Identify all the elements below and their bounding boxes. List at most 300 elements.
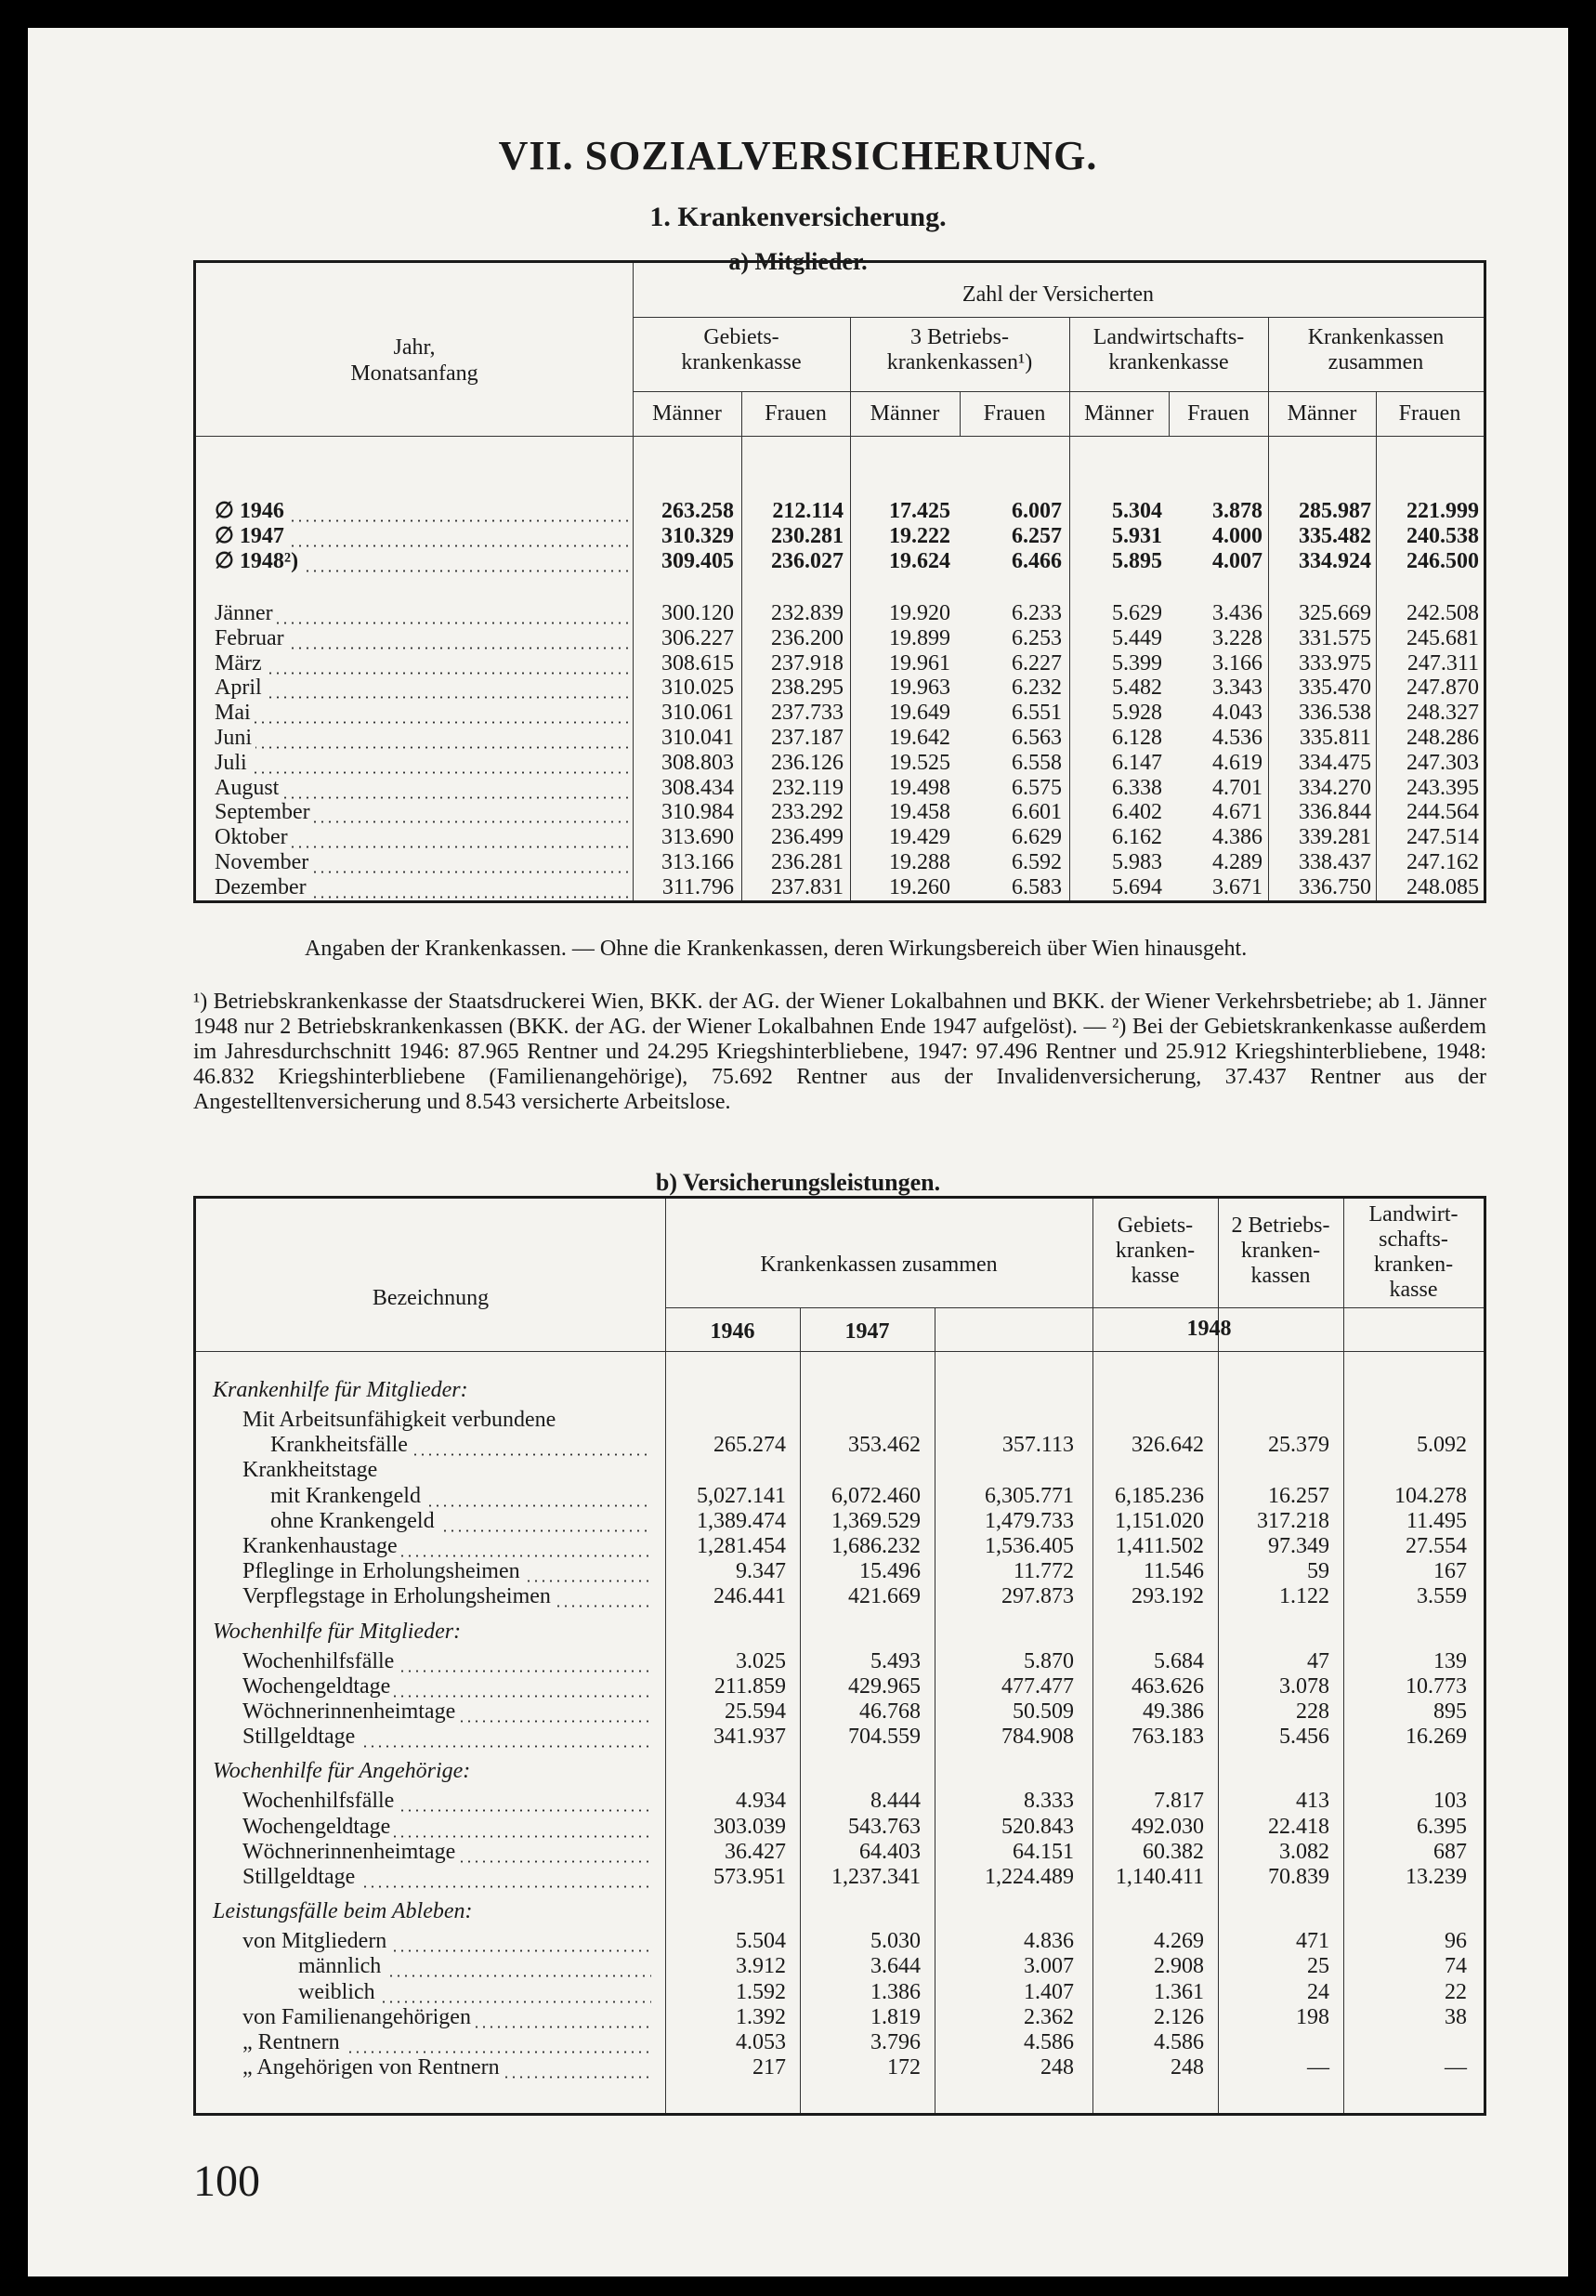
group-2-l2: krankenkassen¹)	[886, 350, 1033, 374]
value-cell: 6.232	[1012, 676, 1062, 701]
table-row	[196, 1509, 1484, 1534]
value-cell: 236.281	[771, 850, 844, 874]
table-row	[196, 601, 1484, 626]
value-cell: 232.839	[771, 601, 844, 625]
value-cell: 331.575	[1299, 625, 1371, 650]
value-cell: 6.551	[1012, 701, 1062, 726]
table-row	[196, 2055, 1484, 2080]
value-cell: 49.386	[1143, 1699, 1204, 1724]
group-4-l1: Krankenkassen	[1307, 325, 1445, 349]
chapter-title: VII. SOZIALVERSICHERUNG.	[498, 133, 1098, 178]
value-cell: 1,411.502	[1115, 1534, 1204, 1558]
value-cell: 236.126	[771, 750, 844, 775]
table-row	[196, 1584, 1484, 1609]
value-cell: 6.007	[1012, 499, 1062, 523]
value-cell: 11.772	[1013, 1559, 1074, 1584]
value-cell: 335.470	[1299, 676, 1371, 701]
row-label: April	[215, 676, 628, 701]
value-cell: 763.183	[1132, 1725, 1204, 1750]
row-label: November	[215, 850, 628, 875]
value-cell: 4.619	[1212, 750, 1262, 775]
table-b-title: b) Versicherungsleistungen.	[655, 1169, 941, 1196]
value-cell: 5.092	[1417, 1433, 1467, 1458]
value-cell: 19.498	[889, 775, 950, 800]
col-gebiets-3: kasse	[1131, 1264, 1180, 1288]
table-members	[193, 260, 1486, 903]
value-cell: 1,686.232	[831, 1534, 921, 1558]
value-cell: 15.496	[859, 1559, 921, 1584]
value-cell: 2.908	[1154, 1954, 1204, 1979]
value-cell: 309.405	[661, 549, 734, 573]
col-group-zusammen: Krankenkassen zusammen	[760, 1253, 998, 1277]
row-label: September	[215, 800, 628, 825]
group-header: Zahl der Versicherten	[962, 282, 1155, 307]
value-cell: 265.274	[713, 1433, 786, 1458]
value-cell: 221.999	[1406, 499, 1479, 523]
table-row	[196, 1433, 1484, 1458]
value-cell: 19.458	[889, 800, 950, 825]
value-cell: 17.425	[889, 499, 950, 523]
row-label: Februar	[215, 626, 628, 651]
value-cell: 7.817	[1154, 1789, 1204, 1814]
value-cell: 96	[1445, 1929, 1467, 1954]
table-row	[196, 1865, 1484, 1890]
value-cell: 704.559	[848, 1725, 921, 1750]
row-label: „ Angehörigen von Rentnern	[242, 2055, 651, 2080]
value-cell: 3.007	[1024, 1954, 1074, 1979]
value-cell: 232.119	[771, 775, 844, 800]
row-label: Mai	[215, 701, 628, 726]
table-row	[196, 825, 1484, 850]
table-row	[196, 1534, 1484, 1559]
value-cell: 4.836	[1024, 1929, 1074, 1954]
value-cell: 74	[1445, 1954, 1467, 1979]
year-1947: 1947	[844, 1319, 890, 1344]
section-title: Wochenhilfe für Angehörige:	[213, 1759, 471, 1784]
value-cell: 5,027.141	[697, 1483, 786, 1508]
value-cell: 1.122	[1279, 1584, 1329, 1609]
row-label: Oktober	[215, 825, 628, 850]
footnotes: ¹) Betriebskrankenkasse der Staatsdruckerei Wien, BKK. der AG. der Wiener Lokalbahnen und BKK. der Wiener Verkehrsbetriebe; ab 1. Jänner 1948 nur 2 Betriebskrankenkassen (BKK. der AG. der Wiener Lokalbahnen Ende 1947 aufgelöst). — ²) Bei der Gebietskrankenkasse außerdem im Jahresdurchschnitt 1946: 87.965 Rentner und 24.295 Kriegshinterbliebene, 1947: 97.496 Rentner und 25.912 Kriegshinterbliebene, 1948: 46.832 Kriegshinterbliebene (Familienangehörige), 75.692 Rentner aus der Invalidenversicherung, 37.437 Rentner aus der Angestelltenversicherung und 8.543 versicherte Arbeitslose.	[193, 990, 1486, 1114]
value-cell: 236.499	[771, 825, 844, 850]
value-cell: 313.166	[661, 850, 734, 874]
value-cell: 233.292	[771, 800, 844, 825]
table-row	[196, 751, 1484, 776]
row-label: „ Rentnern	[242, 2030, 651, 2055]
value-cell: 6.601	[1012, 800, 1062, 825]
col-landw-4: kasse	[1389, 1278, 1438, 1302]
value-cell: 5.895	[1112, 549, 1162, 573]
group-3-l2: krankenkasse	[1108, 350, 1229, 374]
value-cell: 19.429	[889, 825, 950, 850]
value-cell: 5.456	[1279, 1725, 1329, 1750]
value-cell: 1,369.529	[831, 1508, 921, 1533]
value-cell: 5.493	[870, 1648, 921, 1673]
value-cell: 4.671	[1212, 800, 1262, 825]
value-cell: 4.289	[1212, 850, 1262, 874]
value-cell: 3.228	[1212, 625, 1262, 650]
value-cell: 11.546	[1143, 1559, 1204, 1584]
value-cell: 6.558	[1012, 750, 1062, 775]
value-cell: 247.303	[1406, 750, 1479, 775]
value-cell: 4.934	[736, 1789, 786, 1814]
value-cell: 50.509	[1013, 1699, 1074, 1724]
value-cell: 3.436	[1212, 601, 1262, 625]
row-label: Juni	[215, 726, 628, 751]
table-row	[196, 875, 1484, 900]
table-row	[196, 1408, 1484, 1433]
value-cell: 25.594	[725, 1699, 786, 1724]
row-label: mit Krankengeld	[270, 1484, 651, 1509]
value-cell: 6.338	[1112, 775, 1162, 800]
value-cell: 238.295	[771, 676, 844, 701]
value-cell: 895	[1433, 1699, 1467, 1724]
value-cell: 47	[1307, 1648, 1329, 1673]
value-cell: 6.563	[1012, 726, 1062, 750]
group-2-l1: 3 Betriebs-	[910, 325, 1009, 349]
row-label: Wochengeldtage	[242, 1674, 651, 1699]
value-cell: 1.819	[870, 2004, 921, 2029]
table-row	[196, 1840, 1484, 1865]
value-cell: 6.162	[1112, 825, 1162, 850]
value-cell: 19.260	[889, 874, 950, 899]
value-cell: 333.975	[1299, 650, 1371, 676]
table-row	[196, 524, 1484, 549]
value-cell: 3.025	[736, 1648, 786, 1673]
value-cell: 310.041	[661, 726, 734, 750]
value-cell: 310.061	[661, 701, 734, 726]
value-cell: 237.918	[771, 650, 844, 676]
table-row	[196, 1789, 1484, 1814]
value-cell: 308.803	[661, 750, 734, 775]
women-header: Frauen	[1187, 401, 1249, 426]
value-cell: 313.690	[661, 825, 734, 850]
value-cell: 5.928	[1112, 701, 1162, 726]
value-cell: 6.629	[1012, 825, 1062, 850]
value-cell: 429.965	[848, 1673, 921, 1699]
value-cell: 38	[1445, 2004, 1467, 2029]
value-cell: 46.768	[859, 1699, 921, 1724]
col-month-label: Monatsanfang	[350, 361, 478, 386]
value-cell: 1.407	[1024, 1979, 1074, 2004]
value-cell: 463.626	[1132, 1673, 1204, 1699]
value-cell: 6.575	[1012, 775, 1062, 800]
value-cell: 338.437	[1299, 850, 1371, 874]
value-cell: 64.151	[1013, 1839, 1074, 1864]
men-header: Männer	[1287, 401, 1357, 426]
value-cell: 13.239	[1406, 1865, 1467, 1889]
value-cell: 16.257	[1268, 1483, 1329, 1508]
value-cell: 22	[1445, 1979, 1467, 2004]
table-row	[196, 1954, 1484, 1979]
group-3-l1: Landwirtschafts-	[1092, 325, 1245, 349]
year-1948: 1948	[1186, 1317, 1232, 1341]
value-cell: 246.500	[1406, 549, 1479, 573]
value-cell: 339.281	[1299, 825, 1371, 850]
value-cell: 5.684	[1154, 1648, 1204, 1673]
men-header: Männer	[870, 401, 940, 426]
col-gebiets-2: kranken-	[1115, 1239, 1196, 1263]
value-cell: 19.649	[889, 701, 950, 726]
row-label: von Mitgliedern	[242, 1929, 651, 1954]
value-cell: 492.030	[1132, 1814, 1204, 1839]
table-row	[196, 549, 1484, 574]
value-cell: 3.796	[870, 2030, 921, 2054]
value-cell: 6.128	[1112, 726, 1162, 750]
row-label: Pfleglinge in Erholungsheimen	[242, 1559, 651, 1584]
section-title: Wochenhilfe für Mitglieder:	[213, 1619, 462, 1644]
value-cell: 308.615	[661, 650, 734, 676]
table-row	[196, 651, 1484, 676]
value-cell: 293.192	[1132, 1584, 1204, 1609]
value-cell: 4.586	[1154, 2030, 1204, 2054]
value-cell: 248.085	[1406, 874, 1479, 899]
value-cell: 22.418	[1268, 1814, 1329, 1839]
value-cell: 5.870	[1024, 1648, 1074, 1673]
women-header: Frauen	[983, 401, 1046, 426]
value-cell: 334.475	[1299, 750, 1371, 775]
table-row	[196, 2030, 1484, 2055]
value-cell: 10.773	[1406, 1673, 1467, 1699]
value-cell: 4.053	[736, 2030, 786, 2054]
value-cell: 3.082	[1279, 1839, 1329, 1864]
row-label: Wöchnerinnenheimtage	[242, 1699, 651, 1725]
value-cell: 336.750	[1299, 874, 1371, 899]
table-row	[196, 726, 1484, 751]
value-cell: 217	[752, 2055, 786, 2080]
value-cell: 353.462	[848, 1433, 921, 1458]
row-label: Wöchnerinnenheimtage	[242, 1840, 651, 1865]
row-label: Stillgeldtage	[242, 1725, 651, 1750]
value-cell: 3.671	[1212, 874, 1262, 899]
value-cell: 1,151.020	[1115, 1508, 1204, 1533]
value-cell: 335.482	[1299, 524, 1371, 548]
value-cell: 6,072.460	[831, 1483, 921, 1508]
men-header: Männer	[1084, 401, 1154, 426]
value-cell: 308.434	[661, 775, 734, 800]
table-row	[196, 676, 1484, 701]
value-cell: 5.694	[1112, 874, 1162, 899]
value-cell: 297.873	[1001, 1584, 1074, 1609]
value-cell: 19.963	[889, 676, 950, 701]
col-landw-2: schafts-	[1379, 1227, 1448, 1252]
value-cell: 60.382	[1143, 1839, 1204, 1864]
value-cell: 19.222	[889, 524, 950, 548]
value-cell: 5.449	[1112, 625, 1162, 650]
value-cell: 19.899	[889, 625, 950, 650]
row-label: Wochengeldtage	[242, 1815, 651, 1840]
value-cell: 784.908	[1001, 1725, 1074, 1750]
value-cell: 245.681	[1406, 625, 1479, 650]
value-cell: 19.525	[889, 750, 950, 775]
row-label: männlich	[298, 1954, 651, 1979]
value-cell: 19.961	[889, 650, 950, 676]
value-cell: 306.227	[661, 625, 734, 650]
row-label: ∅ 1947	[215, 524, 628, 549]
row-label: weiblich	[298, 1980, 651, 2005]
col-bezeichnung: Bezeichnung	[372, 1286, 490, 1310]
value-cell: 5.629	[1112, 601, 1162, 625]
value-cell: 244.564	[1406, 800, 1479, 825]
value-cell: 19.624	[889, 549, 950, 573]
value-cell: 2.126	[1154, 2004, 1204, 2029]
value-cell: 36.427	[725, 1839, 786, 1864]
value-cell: 104.278	[1394, 1483, 1467, 1508]
value-cell: 248.286	[1406, 726, 1479, 750]
value-cell: 6,305.771	[985, 1483, 1074, 1508]
table-benefits	[193, 1196, 1486, 2116]
value-cell: 4.701	[1212, 775, 1262, 800]
value-cell: 25	[1307, 1954, 1329, 1979]
section-title: 1. Krankenversicherung.	[649, 202, 947, 232]
row-label: Verpflegstage in Erholungsheimen	[242, 1584, 651, 1609]
value-cell: 237.733	[771, 701, 844, 726]
value-cell: 3.343	[1212, 676, 1262, 701]
value-cell: 236.027	[771, 549, 844, 573]
row-label: von Familienangehörigen	[242, 2005, 651, 2030]
value-cell: 243.395	[1406, 775, 1479, 800]
value-cell: 64.403	[859, 1839, 921, 1864]
value-cell: 5.304	[1112, 499, 1162, 523]
row-label: Dezember	[215, 875, 628, 900]
value-cell: 357.113	[1001, 1433, 1074, 1458]
value-cell: 247.311	[1406, 650, 1479, 676]
value-cell: —	[1307, 2055, 1329, 2080]
group-1-l2: krankenkasse	[681, 350, 802, 374]
value-cell: 247.514	[1406, 825, 1479, 850]
row-label: Krankenhaustage	[242, 1534, 651, 1559]
value-cell: 4.586	[1024, 2030, 1074, 2054]
value-cell: 8.333	[1024, 1789, 1074, 1814]
table-row	[196, 499, 1484, 524]
value-cell: 4.536	[1212, 726, 1262, 750]
value-cell: 6.147	[1112, 750, 1162, 775]
value-cell: 325.669	[1299, 601, 1371, 625]
value-cell: 1.592	[736, 1979, 786, 2004]
value-cell: 4.000	[1212, 524, 1262, 548]
men-header: Männer	[652, 401, 722, 426]
value-cell: 413	[1296, 1789, 1329, 1814]
section-title: Krankenhilfe für Mitglieder:	[213, 1378, 468, 1402]
value-cell: 211.859	[713, 1673, 786, 1699]
table-row	[196, 2005, 1484, 2030]
value-cell: 9.347	[736, 1559, 786, 1584]
value-cell: 19.642	[889, 726, 950, 750]
value-cell: 6.583	[1012, 874, 1062, 899]
value-cell: 5.399	[1112, 650, 1162, 676]
row-label: März	[215, 651, 628, 676]
value-cell: 477.477	[1001, 1673, 1074, 1699]
value-cell: —	[1445, 2055, 1467, 2080]
group-4-l2: zusammen	[1328, 350, 1424, 374]
value-cell: 236.200	[771, 625, 844, 650]
value-cell: 70.839	[1268, 1865, 1329, 1889]
table-row	[196, 776, 1484, 801]
row-label: ∅ 1948²)	[215, 549, 628, 574]
value-cell: 3.878	[1212, 499, 1262, 523]
value-cell: 6.253	[1012, 625, 1062, 650]
table-row	[196, 701, 1484, 726]
value-cell: 5.983	[1112, 850, 1162, 874]
group-1-l1: Gebiets-	[703, 325, 779, 349]
value-cell: 4.386	[1212, 825, 1262, 850]
value-cell: 97.349	[1268, 1534, 1329, 1558]
value-cell: 335.811	[1299, 726, 1371, 750]
value-cell: 11.495	[1406, 1508, 1467, 1533]
table-row	[196, 1458, 1484, 1483]
value-cell: 248	[1171, 2055, 1204, 2080]
value-cell: 6.592	[1012, 850, 1062, 874]
value-cell: 5.482	[1112, 676, 1162, 701]
value-cell: 59	[1307, 1559, 1329, 1584]
value-cell: 248.327	[1406, 701, 1479, 726]
value-cell: 334.270	[1299, 775, 1371, 800]
value-cell: 8.444	[870, 1789, 921, 1814]
page-number: 100	[193, 2157, 260, 2206]
value-cell: 6.466	[1012, 549, 1062, 573]
value-cell: 5.504	[736, 1929, 786, 1954]
value-cell: 6,185.236	[1115, 1483, 1204, 1508]
value-cell: 247.162	[1406, 850, 1479, 874]
table-row	[196, 850, 1484, 875]
women-header: Frauen	[765, 401, 827, 426]
value-cell: 326.642	[1132, 1433, 1204, 1458]
value-cell: 1,140.411	[1115, 1865, 1204, 1889]
row-label: Wochenhilfsfälle	[242, 1789, 651, 1814]
value-cell: 172	[887, 2055, 921, 2080]
source-note: Angaben der Krankenkassen. — Ohne die Krankenkassen, deren Wirkungsbereich über Wien hinausgeht.	[305, 937, 1248, 961]
row-label: Stillgeldtage	[242, 1865, 651, 1890]
table-row	[196, 1699, 1484, 1725]
table-row	[196, 1484, 1484, 1509]
value-cell: 3.644	[870, 1954, 921, 1979]
value-cell: 228	[1296, 1699, 1329, 1724]
value-cell: 543.763	[848, 1814, 921, 1839]
value-cell: 3.912	[736, 1954, 786, 1979]
value-cell: 336.538	[1299, 701, 1371, 726]
value-cell: 310.025	[661, 676, 734, 701]
value-cell: 341.937	[713, 1725, 786, 1750]
value-cell: 1,389.474	[697, 1508, 786, 1533]
col-gebiets-1: Gebiets-	[1117, 1214, 1194, 1238]
value-cell: 285.987	[1299, 499, 1371, 523]
value-cell: 1,224.489	[985, 1865, 1074, 1889]
value-cell: 27.554	[1406, 1534, 1467, 1558]
value-cell: 240.538	[1406, 524, 1479, 548]
value-cell: 167	[1433, 1559, 1467, 1584]
value-cell: 471	[1296, 1929, 1329, 1954]
value-cell: 303.039	[713, 1814, 786, 1839]
value-cell: 16.269	[1406, 1725, 1467, 1750]
col-betriebs-2: kranken-	[1240, 1239, 1321, 1263]
row-label: ∅ 1946	[215, 499, 628, 524]
value-cell: 6.402	[1112, 800, 1162, 825]
value-cell: 198	[1296, 2004, 1329, 2029]
row-label: Mit Arbeitsunfähigkeit verbundene	[242, 1408, 651, 1433]
year-1946: 1946	[710, 1319, 755, 1344]
value-cell: 246.441	[713, 1584, 786, 1609]
value-cell: 3.078	[1279, 1673, 1329, 1699]
value-cell: 687	[1433, 1839, 1467, 1864]
value-cell: 310.984	[661, 800, 734, 825]
value-cell: 248	[1040, 2055, 1074, 2080]
col-landw-1: Landwirt-	[1368, 1202, 1459, 1227]
row-label: August	[215, 776, 628, 801]
value-cell: 1,237.341	[831, 1865, 921, 1889]
value-cell: 1,281.454	[697, 1534, 786, 1558]
value-cell: 6.233	[1012, 601, 1062, 625]
value-cell: 336.844	[1299, 800, 1371, 825]
